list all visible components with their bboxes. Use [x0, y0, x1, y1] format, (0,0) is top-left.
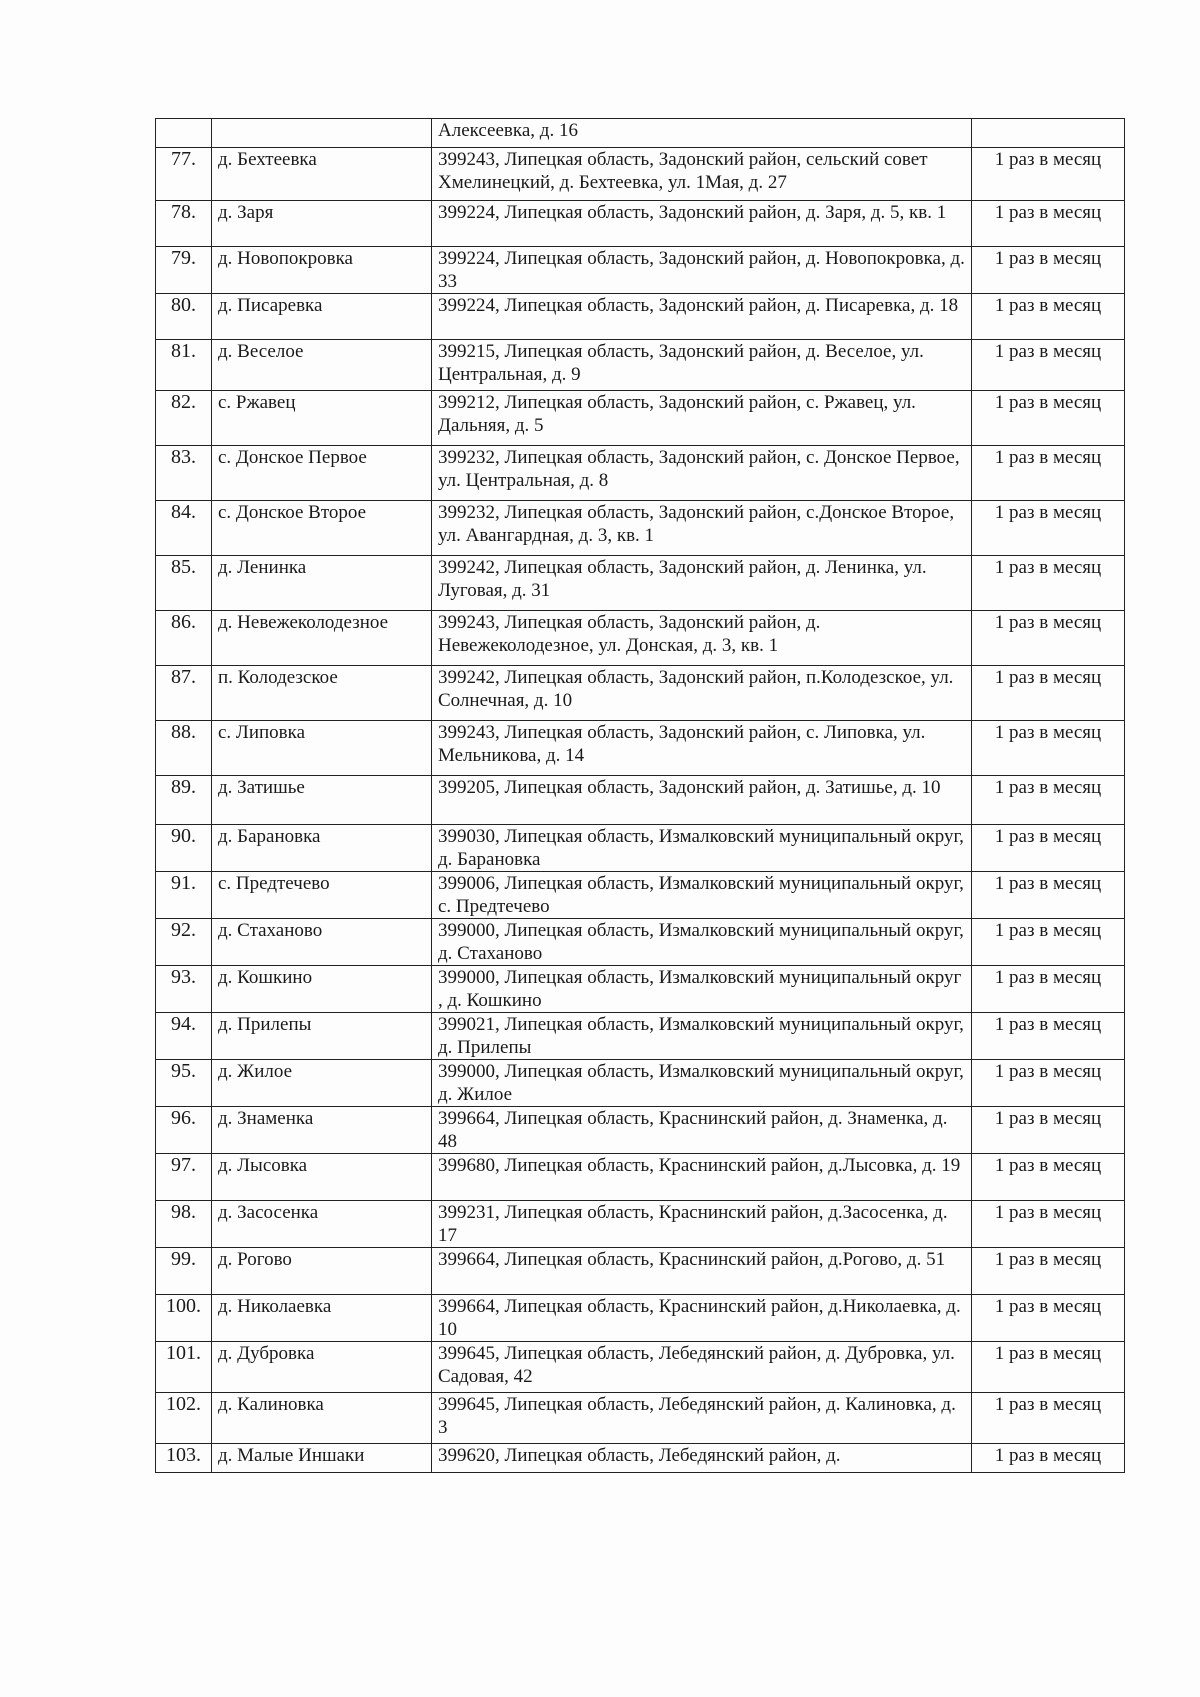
settlement-name — [212, 119, 432, 148]
visit-frequency: 1 раз в месяц — [972, 1013, 1125, 1060]
row-number: 90. — [156, 825, 212, 872]
settlement-name: д. Невежеколодезное — [212, 611, 432, 666]
row-number: 80. — [156, 294, 212, 340]
settlement-name: с. Донское Второе — [212, 501, 432, 556]
row-number: 100. — [156, 1295, 212, 1342]
settlement-name: д. Бехтеевка — [212, 148, 432, 201]
settlement-name: д. Новопокровка — [212, 247, 432, 294]
table-row — [156, 201, 1125, 247]
settlement-name: д. Писаревка — [212, 294, 432, 340]
settlement-name: д. Веселое — [212, 340, 432, 391]
settlement-name: д. Засосенка — [212, 1201, 432, 1248]
postal-address: 399243, Липецкая область, Задонский район, с. Липовка, ул. Мельникова, д. 14 — [432, 721, 972, 776]
row-number — [156, 119, 212, 148]
postal-address: 399000, Липецкая область, Измалковский муниципальный округ, д. Жилое — [432, 1060, 972, 1107]
settlement-name: с. Ржавец — [212, 391, 432, 446]
postal-address: Алексеевка, д. 16 — [432, 119, 972, 148]
row-number: 81. — [156, 340, 212, 391]
postal-address: 399243, Липецкая область, Задонский район, д. Невежеколодезное, ул. Донская, д. 3, кв. 1 — [432, 611, 972, 666]
settlement-name: д. Барановка — [212, 825, 432, 872]
postal-address: 399021, Липецкая область, Измалковский муниципальный округ, д. Прилепы — [432, 1013, 972, 1060]
table-row — [156, 391, 1125, 446]
postal-address: 399006, Липецкая область, Измалковский муниципальный округ, с. Предтечево — [432, 872, 972, 919]
visit-frequency: 1 раз в месяц — [972, 201, 1125, 247]
settlement-name: с. Донское Первое — [212, 446, 432, 501]
table-row — [156, 1154, 1125, 1201]
visit-frequency: 1 раз в месяц — [972, 825, 1125, 872]
table-row — [156, 666, 1125, 721]
visit-frequency: 1 раз в месяц — [972, 247, 1125, 294]
row-number: 85. — [156, 556, 212, 611]
visit-frequency: 1 раз в месяц — [972, 391, 1125, 446]
row-number: 88. — [156, 721, 212, 776]
postal-address: 399232, Липецкая область, Задонский район, с. Донское Первое, ул. Центральная, д. 8 — [432, 446, 972, 501]
visit-frequency: 1 раз в месяц — [972, 1107, 1125, 1154]
postal-address: 399680, Липецкая область, Краснинский район, д.Лысовка, д. 19 — [432, 1154, 972, 1201]
table-row — [156, 1393, 1125, 1444]
table-row — [156, 247, 1125, 294]
settlement-name: п. Колодезское — [212, 666, 432, 721]
postal-address: 399224, Липецкая область, Задонский район, д. Новопокровка, д. 33 — [432, 247, 972, 294]
row-number: 79. — [156, 247, 212, 294]
visit-frequency — [972, 119, 1125, 148]
row-number: 95. — [156, 1060, 212, 1107]
postal-address: 399645, Липецкая область, Лебедянский район, д. Дубровка, ул. Садовая, 42 — [432, 1342, 972, 1393]
settlement-name: с. Липовка — [212, 721, 432, 776]
visit-frequency: 1 раз в месяц — [972, 556, 1125, 611]
settlement-name: д. Жилое — [212, 1060, 432, 1107]
row-number: 101. — [156, 1342, 212, 1393]
row-number: 98. — [156, 1201, 212, 1248]
table-row — [156, 1107, 1125, 1154]
table-row — [156, 1060, 1125, 1107]
table-row — [156, 825, 1125, 872]
table-row — [156, 1013, 1125, 1060]
settlement-name: д. Малые Иншаки — [212, 1444, 432, 1473]
table-row — [156, 501, 1125, 556]
table-row — [156, 919, 1125, 966]
visit-frequency: 1 раз в месяц — [972, 1248, 1125, 1295]
table-row — [156, 776, 1125, 825]
postal-address: 399215, Липецкая область, Задонский район, д. Веселое, ул. Центральная, д. 9 — [432, 340, 972, 391]
settlement-name: д. Лысовка — [212, 1154, 432, 1201]
visit-frequency: 1 раз в месяц — [972, 1393, 1125, 1444]
table-row — [156, 148, 1125, 201]
row-number: 96. — [156, 1107, 212, 1154]
visit-frequency: 1 раз в месяц — [972, 611, 1125, 666]
visit-frequency: 1 раз в месяц — [972, 1201, 1125, 1248]
visit-frequency: 1 раз в месяц — [972, 872, 1125, 919]
postal-address: 399000, Липецкая область, Измалковский муниципальный округ, д. Стаханово — [432, 919, 972, 966]
settlement-name: д. Затишье — [212, 776, 432, 825]
row-number: 103. — [156, 1444, 212, 1473]
settlement-name: д. Знаменка — [212, 1107, 432, 1154]
visit-frequency: 1 раз в месяц — [972, 666, 1125, 721]
row-number: 94. — [156, 1013, 212, 1060]
row-number: 83. — [156, 446, 212, 501]
row-number: 87. — [156, 666, 212, 721]
settlement-name: д. Калиновка — [212, 1393, 432, 1444]
settlement-name: д. Ленинка — [212, 556, 432, 611]
postal-address: 399664, Липецкая область, Краснинский район, д.Николаевка, д. 10 — [432, 1295, 972, 1342]
settlement-name: д. Прилепы — [212, 1013, 432, 1060]
postal-address: 399243, Липецкая область, Задонский район, сельский совет Хмелинецкий, д. Бехтеевка, ул. 1Мая, д. 27 — [432, 148, 972, 201]
postal-address: 399030, Липецкая область, Измалковский муниципальный округ, д. Барановка — [432, 825, 972, 872]
settlement-name: д. Николаевка — [212, 1295, 432, 1342]
table-row — [156, 1444, 1125, 1473]
row-number: 102. — [156, 1393, 212, 1444]
visit-frequency: 1 раз в месяц — [972, 721, 1125, 776]
visit-frequency: 1 раз в месяц — [972, 1444, 1125, 1473]
visit-frequency: 1 раз в месяц — [972, 919, 1125, 966]
visit-frequency: 1 раз в месяц — [972, 776, 1125, 825]
row-number: 82. — [156, 391, 212, 446]
row-number: 84. — [156, 501, 212, 556]
settlement-name: с. Предтечево — [212, 872, 432, 919]
row-number: 97. — [156, 1154, 212, 1201]
table-row — [156, 721, 1125, 776]
visit-frequency: 1 раз в месяц — [972, 1154, 1125, 1201]
table-row — [156, 446, 1125, 501]
row-number: 92. — [156, 919, 212, 966]
table-row — [156, 872, 1125, 919]
table-row — [156, 611, 1125, 666]
row-number: 91. — [156, 872, 212, 919]
table-row — [156, 294, 1125, 340]
table-row — [156, 556, 1125, 611]
row-number: 78. — [156, 201, 212, 247]
visit-frequency: 1 раз в месяц — [972, 966, 1125, 1013]
postal-address: 399224, Липецкая область, Задонский район, д. Заря, д. 5, кв. 1 — [432, 201, 972, 247]
postal-address: 399205, Липецкая область, Задонский район, д. Затишье, д. 10 — [432, 776, 972, 825]
row-number: 93. — [156, 966, 212, 1013]
table-row — [156, 1248, 1125, 1295]
postal-address: 399664, Липецкая область, Краснинский район, д.Рогово, д. 51 — [432, 1248, 972, 1295]
postal-address: 399232, Липецкая область, Задонский район, с.Донское Второе, ул. Авангардная, д. 3, кв. 1 — [432, 501, 972, 556]
row-number: 86. — [156, 611, 212, 666]
visit-frequency: 1 раз в месяц — [972, 1342, 1125, 1393]
visit-frequency: 1 раз в месяц — [972, 340, 1125, 391]
settlement-name: д. Рогово — [212, 1248, 432, 1295]
postal-address: 399242, Липецкая область, Задонский район, д. Ленинка, ул. Луговая, д. 31 — [432, 556, 972, 611]
visit-frequency: 1 раз в месяц — [972, 1060, 1125, 1107]
postal-address: 399242, Липецкая область, Задонский район, п.Колодезское, ул. Солнечная, д. 10 — [432, 666, 972, 721]
postal-address: 399000, Липецкая область, Измалковский муниципальный округ , д. Кошкино — [432, 966, 972, 1013]
postal-address: 399620, Липецкая область, Лебедянский район, д. — [432, 1444, 972, 1473]
visit-frequency: 1 раз в месяц — [972, 501, 1125, 556]
row-number: 89. — [156, 776, 212, 825]
visit-frequency: 1 раз в месяц — [972, 148, 1125, 201]
table-row — [156, 1295, 1125, 1342]
postal-address: 399224, Липецкая область, Задонский район, д. Писаревка, д. 18 — [432, 294, 972, 340]
settlement-name: д. Кошкино — [212, 966, 432, 1013]
table-row — [156, 119, 1125, 148]
table-row — [156, 1342, 1125, 1393]
visit-frequency: 1 раз в месяц — [972, 294, 1125, 340]
visit-frequency: 1 раз в месяц — [972, 446, 1125, 501]
postal-address: 399231, Липецкая область, Краснинский район, д.Засосенка, д. 17 — [432, 1201, 972, 1248]
table-row — [156, 340, 1125, 391]
postal-address: 399664, Липецкая область, Краснинский район, д. Знаменка, д. 48 — [432, 1107, 972, 1154]
settlement-name: д. Дубровка — [212, 1342, 432, 1393]
row-number: 77. — [156, 148, 212, 201]
address-table — [155, 118, 1125, 1473]
table-row — [156, 966, 1125, 1013]
table-row — [156, 1201, 1125, 1248]
row-number: 99. — [156, 1248, 212, 1295]
postal-address: 399212, Липецкая область, Задонский район, с. Ржавец, ул. Дальняя, д. 5 — [432, 391, 972, 446]
postal-address: 399645, Липецкая область, Лебедянский район, д. Калиновка, д. 3 — [432, 1393, 972, 1444]
settlement-name: д. Стаханово — [212, 919, 432, 966]
table-body — [156, 119, 1125, 1473]
visit-frequency: 1 раз в месяц — [972, 1295, 1125, 1342]
settlement-name: д. Заря — [212, 201, 432, 247]
